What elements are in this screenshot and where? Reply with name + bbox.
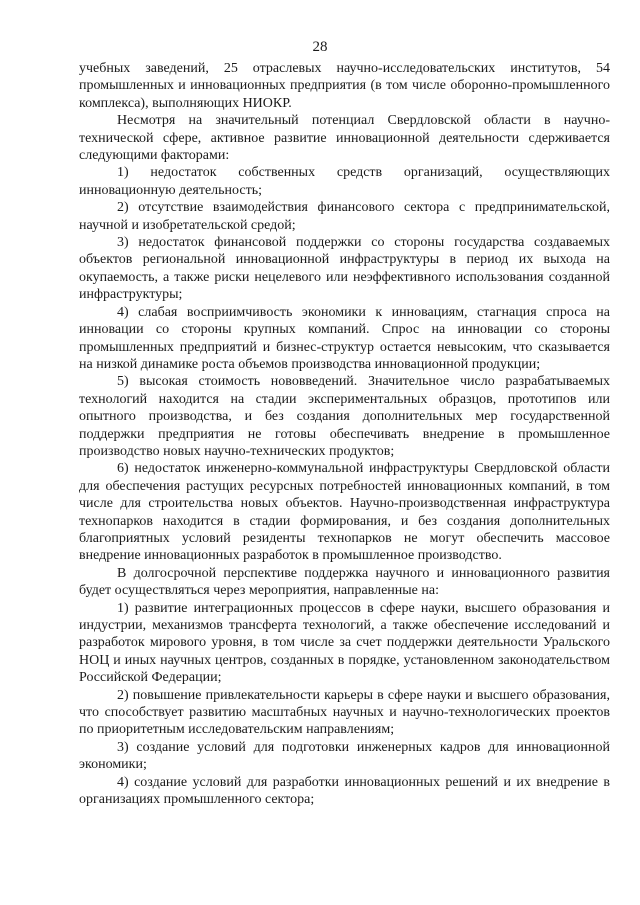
list-item-measure-4: 4) создание условий для разработки инновационных решений и их внедрение в организациях промышленного сектора; [79,774,610,808]
list-item-factor-5: 5) высокая стоимость нововведений. Значительное число разрабатываемых технологий находится на стадии экспериментальных образцов, прототипов или опытного производства, и без создания дополнительных мер государственной поддержки предприятия не готовы обеспечивать внедрение в промышленное производство новых научно-технических продуктов; [79,374,610,459]
list-item-factor-6: 6) недостаток инженерно-коммунальной инфраструктуры Свердловской области для обеспечения растущих ресурсных потребностей инновационных компаний, в том числе для строительства новых объектов. Научно-производственная инфраструктура технопарков находится в стадии формирования, и без создания дополнительных благоприятных условий резиденты технопарков не могут обеспечить массовое внедрение инновационных разработок в промышленное производство. [79,461,610,564]
list-item-factor-1: 1) недостаток собственных средств организаций, осуществляющих инновационную деятельность; [79,165,610,198]
list-item-measure-1: 1) развитие интеграционных процессов в сфере науки, высшего образования и индустрии, механизмов трансферта технологий, а также обеспечение исследований и разработок мирового уровня, в том числе за счет поддержки деятельности Уральского НОЦ и иных научных центров, созданных в порядке, установленном законодательством Российской Федерации; [79,600,610,686]
page-number: 28 [312,39,328,55]
list-item-factor-3: 3) недостаток финансовой поддержки со стороны государства создаваемых объектов региональной инновационной инфраструктуры в период их выхода на окупаемость, а также риски нецелевого или неэффективного использования созданной инфраструктуры; [79,235,610,303]
body-text [79,60,610,808]
paragraph-intro-factors: Несмотря на значительный потенциал Свердловской области в научно-технической сфере, активное развитие инновационной деятельности сдерживается следующими факторами: [79,113,610,164]
list-item-factor-4: 4) слабая восприимчивость экономики к инновациям, стагнация спроса на инновации со стороны крупных компаний. Спрос на инновации со стороны промышленных предприятий и бизнес-структур остается невысоким, что сказывается на низкой динамике роста объемов производства инновационной продукции; [79,304,610,372]
paragraph-intro-measures: В долгосрочной перспективе поддержка научного и инновационного развития будет осуществляться через мероприятия, направленные на: [79,565,610,599]
list-item-measure-2: 2) повышение привлекательности карьеры в сфере науки и высшего образования, что способствует развитию масштабных научных и научно-технологических проектов по приоритетным исследовательским направлениям; [79,687,610,738]
list-item-measure-3: 3) создание условий для подготовки инженерных кадров для инновационной экономики; [79,739,610,773]
list-item-factor-2: 2) отсутствие взаимодействия финансового сектора с предпринимательской, научной и изобретательской средой; [79,200,610,233]
paragraph-continuation: учебных заведений, 25 отраслевых научно-исследовательских институтов, 54 промышленных и инновационных предприятия (в том числе оборонно-промышленного комплекса), выполняющих НИОКР. [79,61,610,111]
